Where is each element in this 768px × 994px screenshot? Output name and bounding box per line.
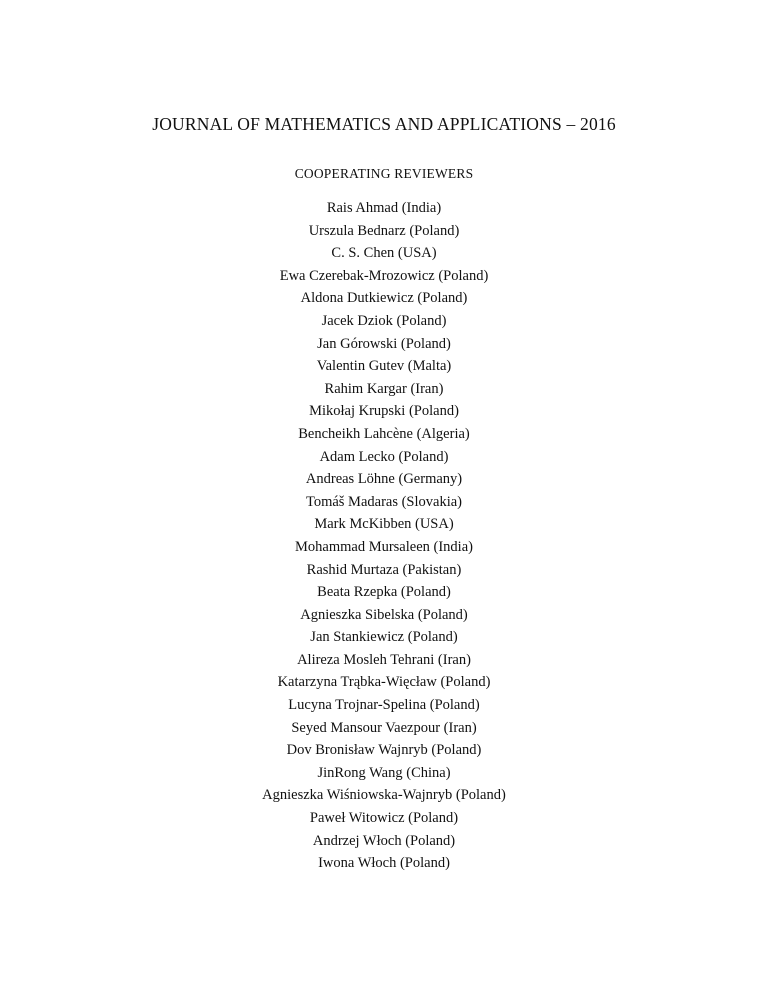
reviewer-item: Alireza Mosleh Tehrani (Iran): [297, 651, 471, 668]
reviewer-item: Agnieszka Wiśniowska-Wajnryb (Poland): [262, 787, 506, 804]
reviewer-item: Iwona Włoch (Poland): [318, 855, 450, 872]
reviewer-item: Tomáš Madaras (Slovakia): [305, 493, 463, 510]
reviewer-item: Jacek Dziok (Poland): [321, 312, 447, 329]
reviewer-item: Paweł Witowicz (Poland): [309, 810, 459, 827]
reviewer-item: Agnieszka Sibelska (Poland): [300, 606, 468, 623]
reviewer-item: Andrzej Włoch (Poland): [312, 832, 456, 849]
reviewer-item: Ewa Czerebak-Mrozowicz (Poland): [279, 267, 489, 284]
reviewer-item: Valentin Gutev (Malta): [316, 358, 452, 375]
reviewer-item: Katarzyna Trąbka-Więcław (Poland): [277, 674, 491, 691]
reviewer-item: C. S. Chen (USA): [331, 245, 437, 262]
reviewer-item: Jan Górowski (Poland): [317, 335, 451, 352]
reviewer-item: Urszula Bednarz (Poland): [308, 222, 460, 239]
reviewer-item: Rais Ahmad (India): [326, 200, 442, 216]
reviewer-item: Dov Bronisław Wajnryb (Poland): [286, 742, 482, 759]
reviewer-item: Adam Lecko (Poland): [319, 448, 449, 465]
reviewer-item: Bencheikh Lahcène (Algeria): [298, 425, 470, 442]
reviewer-item: JinRong Wang (China): [317, 764, 451, 781]
reviewer-item: Lucyna Trojnar-Spelina (Poland): [288, 697, 480, 714]
reviewer-item: Aldona Dutkiewicz (Poland): [300, 290, 468, 307]
reviewer-item: Rahim Kargar (Iran): [324, 380, 444, 397]
reviewer-item: Seyed Mansour Vaezpour (Iran): [291, 719, 477, 736]
section-heading: COOPERATING REVIEWERS: [294, 166, 474, 181]
reviewer-item: Mohammad Mursaleen (India): [295, 538, 473, 555]
reviewer-list: [0, 197, 768, 875]
reviewer-item: Andreas Löhne (Germany): [305, 471, 463, 488]
journal-title: JOURNAL OF MATHEMATICS AND APPLICATIONS – 2016: [152, 114, 616, 134]
reviewer-item: Jan Stankiewicz (Poland): [310, 629, 458, 646]
reviewer-item: Rashid Murtaza (Pakistan): [306, 561, 462, 578]
reviewer-item: Mark McKibben (USA): [314, 516, 454, 533]
reviewer-item: Mikołaj Krupski (Poland): [309, 403, 459, 420]
reviewer-item: Beata Rzepka (Poland): [317, 584, 451, 601]
